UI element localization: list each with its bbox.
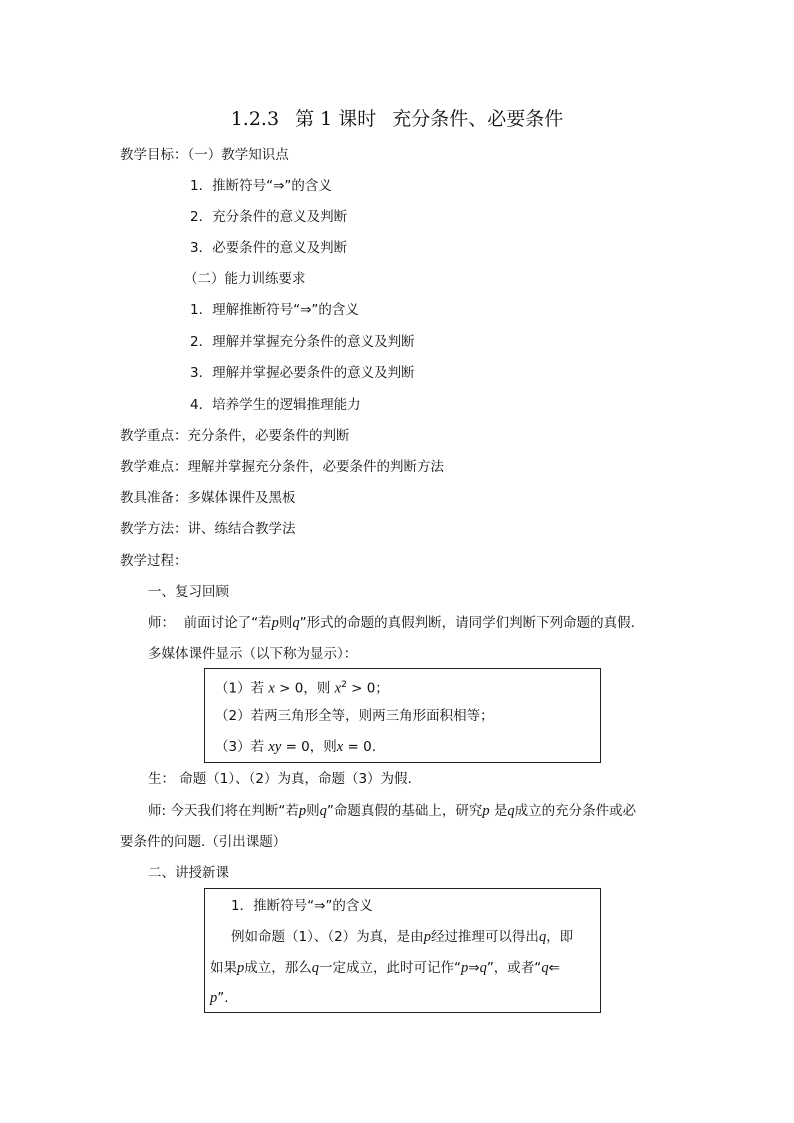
process-label: 教学过程：	[120, 553, 188, 569]
page-title	[0, 104, 794, 131]
student-line: 生： 命题（1）、（2）为真，命题（3）为假.	[148, 771, 412, 787]
objective-item: 1．理解推断符号“⇒”的含义	[190, 302, 359, 318]
teacher-line-2: 师: 今天我们将在判断“若p则q”命题真假的基础上，研究p 是q成立的充分条件或必	[148, 803, 637, 819]
objectives-part2-heading: （二）能力训练要求	[184, 271, 306, 287]
methods: 教学方法：讲、练结合教学法	[120, 521, 296, 537]
teacher-line-1: 师： 前面讨论了“若p则q”形式的命题的真假判断，请同学们判断下列命题的真假.	[148, 615, 635, 631]
display-label: 多媒体课件显示（以下称为显示）：	[148, 646, 358, 662]
explanation-line-3: p”.	[210, 990, 229, 1006]
key-points: 教学重点：充分条件，必要条件的判断	[120, 428, 350, 444]
objective-item: 2．理解并掌握充分条件的意义及判断	[190, 334, 415, 350]
tools: 教具准备：多媒体课件及黑板	[120, 490, 296, 506]
explanation-line-2: 如果p成立，那么q一定成立，此时可记作“p⇒q”，或者“q⇐	[210, 960, 560, 976]
display-box-1	[204, 668, 601, 763]
objective-item: 1．推断符号“⇒”的含义	[190, 178, 332, 194]
objectives-part1-heading: （一）教学知识点	[187, 147, 289, 163]
var-q: q	[292, 615, 300, 631]
explanation-line-1: 例如命题（1）、（2）为真，是由p经过推理可以得出q，即	[231, 929, 574, 945]
display-item-3: （3）若 xy = 0，则x = 0.	[215, 739, 376, 755]
title-number: 1.2.3	[230, 108, 280, 130]
title-lesson: 第 1 课时	[295, 108, 377, 130]
display-item-2: （2）若两三角形全等，则两三角形面积相等；	[215, 708, 494, 724]
objective-item: 4．培养学生的逻辑推理能力	[190, 397, 361, 413]
objective-item: 3．必要条件的意义及判断	[190, 240, 348, 256]
display-box-2	[204, 888, 601, 1013]
display-item-1: （1）若 x > 0，则 $x^2 > 0$；	[215, 680, 389, 697]
section1-heading: 一、复习回顾	[148, 584, 229, 600]
objective-item: 3．理解并掌握必要条件的意义及判断	[190, 365, 415, 381]
objective-item: 2．充分条件的意义及判断	[190, 209, 348, 225]
title-topic: 充分条件、必要条件	[392, 108, 564, 130]
arrow-meaning-title: 1．推断符号“⇒”的含义	[231, 898, 373, 914]
objectives-line	[120, 146, 289, 164]
section2-heading: 二、讲授新课	[148, 865, 229, 881]
difficulties: 教学难点：理解并掌握充分条件，必要条件的判断方法	[120, 459, 444, 475]
teacher-line-2-cont: 要条件的问题.（引出课题）	[120, 834, 287, 850]
var-p: p	[271, 615, 279, 631]
objectives-label: 教学目标：	[120, 147, 188, 163]
